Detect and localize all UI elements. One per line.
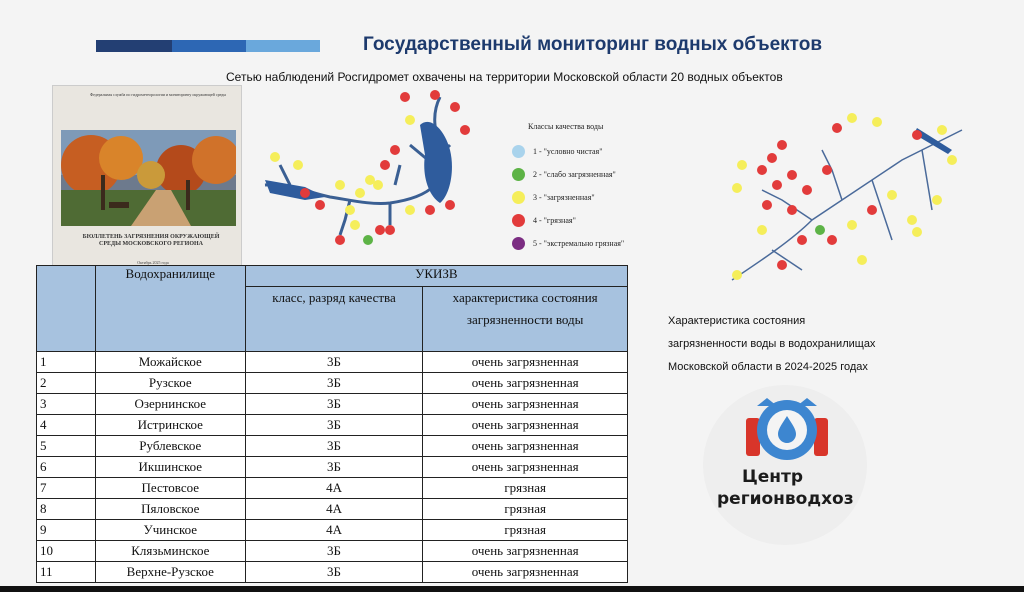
pollution-state: очень загрязненная [423,436,628,457]
table-row [37,499,628,520]
logo-text-line1: Центр [742,467,804,487]
legend-label: 2 - "слабо загрязненная" [533,170,616,179]
quality-class: 3Б [245,436,423,457]
row-number: 3 [37,394,96,415]
row-number: 1 [37,352,96,373]
logo-text-line2: регионводхоз [717,489,854,509]
header-number [37,266,96,352]
pollution-state: очень загрязненная [423,373,628,394]
bulletin-title: БЮЛЛЕТЕНЬ ЗАГРЯЗНЕНИЯ ОКРУЖАЮЩЕЙ СРЕДЫ МОСКОВСКОГО РЕГИОНА [82,234,220,247]
page-subtitle: Сетью наблюдений Росгидромет охвачены на территории Московской области 20 водных объектов [226,70,783,84]
row-number: 10 [37,541,96,562]
pollution-state: грязная [423,478,628,499]
reservoir-quality-table [36,265,628,583]
legend-item [512,145,602,158]
row-number: 6 [37,457,96,478]
row-number: 4 [37,415,96,436]
reservoir-name: Верхне-Рузское [95,562,245,583]
reservoir-map-east [722,110,967,285]
bar-mid [172,40,246,52]
pollution-state: очень загрязненная [423,415,628,436]
bottom-border [0,586,1024,592]
table-row [37,541,628,562]
header-reservoir: Водохранилище [95,266,245,352]
reservoir-name: Рузское [95,373,245,394]
table-row [37,394,628,415]
header-class: класс, разряд качества [245,287,423,352]
reservoir-name: Клязьминское [95,541,245,562]
reservoir-name: Учинское [95,520,245,541]
table-row [37,352,628,373]
bar-dark [96,40,172,52]
legend-dot [512,214,525,227]
legend-dot [512,237,525,250]
row-number: 2 [37,373,96,394]
legend-label: 4 - "грязная" [533,216,576,225]
row-number: 9 [37,520,96,541]
quality-class: 4А [245,478,423,499]
water-class-legend [502,115,650,265]
header-ukizv: УКИЗВ [245,266,627,287]
autumn-park-photo [61,130,236,226]
reservoir-name: Истринское [95,415,245,436]
quality-class: 4А [245,499,423,520]
bulletin-cover [52,85,242,267]
quality-class: 3Б [245,373,423,394]
reservoir-name: Икшинское [95,457,245,478]
legend-label: 5 - "экстремально грязная" [533,239,625,248]
row-number: 11 [37,562,96,583]
water-drop-icon [742,396,832,464]
header-state: характеристика состояния загрязненности воды [423,287,628,352]
reservoir-name: Озернинское [95,394,245,415]
quality-class: 3Б [245,394,423,415]
row-number: 8 [37,499,96,520]
reservoir-name: Пестовсое [95,478,245,499]
pollution-state: грязная [423,499,628,520]
reservoir-name: Рублевское [95,436,245,457]
legend-item [512,214,576,227]
caption-line: загрязненности воды в водохранилищах [668,338,876,350]
decorative-bars [96,40,320,52]
reservoir-name: Можайское [95,352,245,373]
row-number: 7 [37,478,96,499]
table-caption [668,310,948,379]
bar-light [246,40,320,52]
legend-label: 1 - "условно чистая" [533,147,603,156]
table-row [37,562,628,583]
caption-line: Московской области в 2024-2025 годах [668,361,868,373]
pollution-state: грязная [423,520,628,541]
table-row [37,520,628,541]
caption-line: Характеристика состояния [668,315,806,327]
table-row [37,373,628,394]
regionvodkhoz-logo [700,382,870,547]
row-number: 5 [37,436,96,457]
legend-label: 3 - "загрязненная" [533,193,595,202]
bulletin-header-text: Федеральная служба по гидрометеорологии и мониторингу окружающей среды [89,92,227,97]
quality-class: 4А [245,520,423,541]
quality-class: 3Б [245,457,423,478]
reservoir-map-west [250,85,495,255]
pollution-state: очень загрязненная [423,394,628,415]
pollution-state: очень загрязненная [423,352,628,373]
legend-title: Классы качества воды [528,122,604,131]
quality-class: 3Б [245,562,423,583]
legend-item [512,168,616,181]
legend-dot [512,191,525,204]
reservoir-name: Пяловское [95,499,245,520]
table-row [37,436,628,457]
pollution-state: очень загрязненная [423,562,628,583]
quality-class: 3Б [245,541,423,562]
table-row [37,415,628,436]
legend-dot [512,168,525,181]
table-row [37,478,628,499]
pollution-state: очень загрязненная [423,457,628,478]
legend-item [512,237,624,250]
legend-dot [512,145,525,158]
page-title: Государственный мониторинг водных объектов [363,34,823,55]
table-row [37,457,628,478]
quality-class: 3Б [245,415,423,436]
bulletin-date: Октябрь 2025 года [137,260,169,265]
pollution-state: очень загрязненная [423,541,628,562]
legend-item [512,191,595,204]
quality-class: 3Б [245,352,423,373]
